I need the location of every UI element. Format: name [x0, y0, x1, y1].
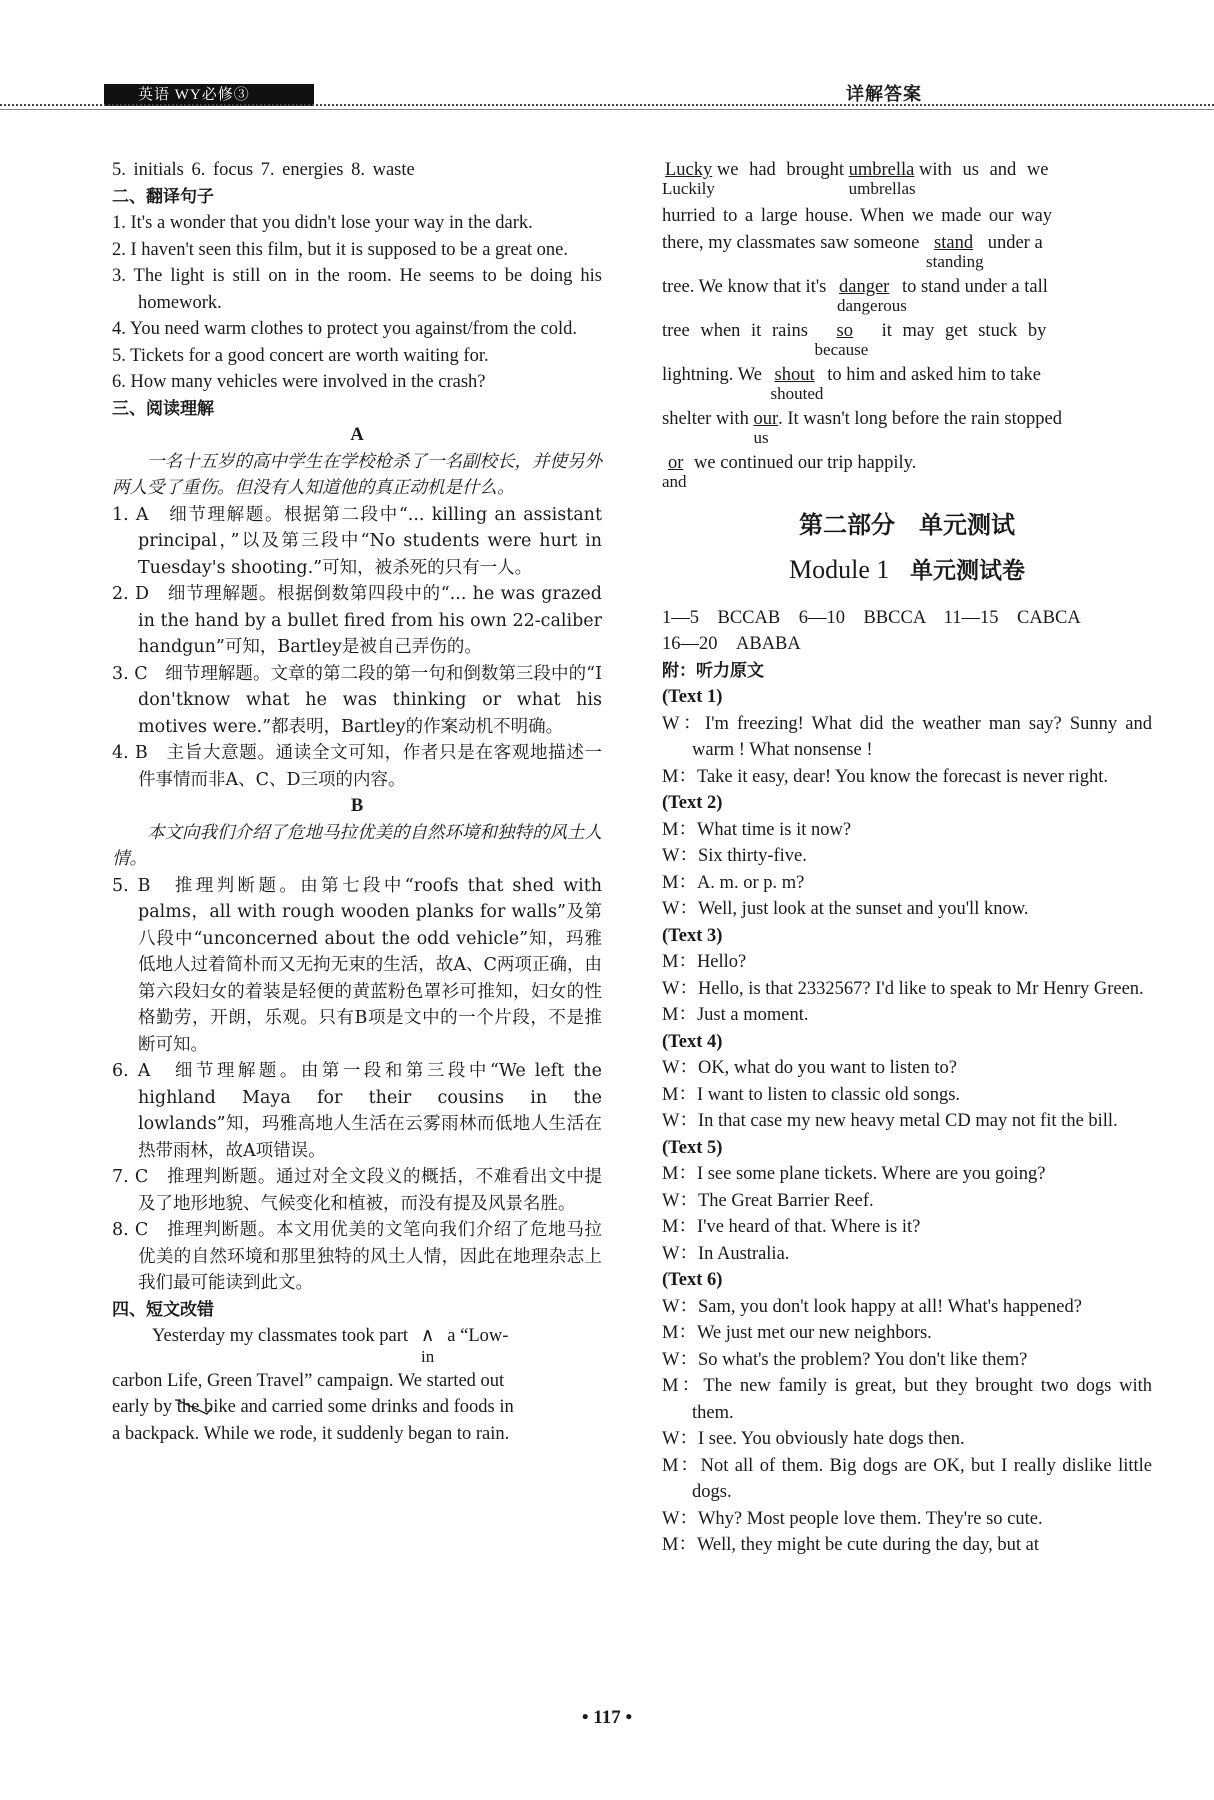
- correction-text: early by: [112, 1397, 173, 1417]
- correction-fix: because: [814, 339, 869, 359]
- right-column: [662, 157, 1152, 1559]
- section-translation-title: 二、翻译句子: [112, 186, 214, 207]
- correction-text: to stand under a tall: [901, 276, 1048, 297]
- answer-key-line: 16—20 ABABA: [662, 634, 801, 654]
- correction-text: we had brought: [716, 160, 844, 180]
- correction-word: [662, 450, 687, 491]
- dialogue-line: W：I'm freezing! What did the weather man say? Sunny and warm ! What nonsense !: [662, 713, 1152, 760]
- correction-text: we continued our trip happily.: [694, 452, 917, 473]
- dialogue-line: M：We just met our new neighbors.: [662, 1323, 932, 1343]
- dialogue-line: M：What time is it now?: [662, 819, 852, 840]
- section-correction-title: 四、短文改错: [112, 1299, 214, 1320]
- passage-a-label: A: [350, 425, 364, 445]
- answer-item: 7. C 推理判断题。通过对全文段义的概括，不难看出文中提及了地形地貌、气候变化和植被，而没有提及风景名胜。: [112, 1167, 602, 1214]
- correction-fix: umbrellas: [848, 179, 916, 198]
- translation-item: 5. Tickets for a good concert are worth waiting for.: [112, 345, 489, 366]
- correction-fix: standing: [926, 251, 984, 271]
- deleted-word: the: [176, 1397, 200, 1417]
- delete-mark-icon: [173, 1396, 213, 1418]
- correction-fix: and: [662, 471, 687, 491]
- wrong-word: or: [668, 452, 684, 473]
- text-label: (Text 2): [662, 793, 723, 813]
- dialogue-line: W：Hello, is that 2332567? I'd like to speak to Mr Henry Green.: [662, 978, 1144, 999]
- dialogue-line: W：I see. You obviously hate dogs then.: [662, 1429, 965, 1449]
- correction-text: it may get stuck by: [881, 320, 1047, 341]
- dialogue-line: W：Sam, you don't look happy at all! What's happened?: [662, 1296, 1082, 1317]
- correction-line: [112, 1394, 602, 1421]
- correction-passage-left: [112, 1323, 602, 1447]
- translation-item: 1. It's a wonder that you didn't lose your way in the dark.: [112, 213, 533, 233]
- correction-word: [662, 157, 715, 198]
- dialogue-line: M：I see some plane tickets. Where are you going?: [662, 1164, 1046, 1184]
- page-number: • 117 •: [581, 1707, 633, 1728]
- dialogue-line: M：Hello?: [662, 952, 747, 972]
- header-divider: [0, 104, 1214, 106]
- correction-delete: [177, 1394, 200, 1421]
- wrong-word: our: [753, 408, 779, 429]
- module-title-cn: 单元测试卷: [909, 557, 1025, 584]
- correction-word: [753, 406, 779, 447]
- correction-line: [662, 230, 1152, 274]
- dialogue-line: W：The Great Barrier Reef.: [662, 1190, 874, 1211]
- wrong-word: stand: [934, 232, 974, 253]
- correction-word: [837, 274, 907, 315]
- wrong-word: danger: [839, 276, 890, 297]
- dialogue-line: M：I've heard of that. Where is it?: [662, 1217, 921, 1237]
- vocab-answers: 5. initials 6. focus 7. energies 8. waste: [112, 160, 415, 180]
- dialogue-line: W：Six thirty-five.: [662, 846, 807, 866]
- answer-item: 5. B 推理判断题。由第七段中“roofs that shed with palms，all with rough wooden planks for walls”及第八段中“unconcerned about the odd vehicle”知，玛雅低地人过着简朴而又无拘无束的生活，故A、C两项正确，由第六段妇女的着装是轻便的黄蓝粉色罩衫可推知，妇女的性格勤劳，开朗，乐观。只有B项是文中的一个片段，不是推断可知。: [112, 875, 602, 1055]
- translation-item: 6. How many vehicles were involved in the crash?: [112, 372, 486, 392]
- caret-mark: ∧: [420, 1326, 435, 1346]
- passage-b-summary: 本文向我们介绍了危地马拉优美的自然环境和独特的风土人情。: [112, 822, 602, 869]
- correction-text: to him and asked him to take: [827, 364, 1042, 385]
- text-label: (Text 5): [662, 1137, 723, 1158]
- translation-item: 3. The light is still on in the room. He seems to be doing his homework.: [112, 266, 602, 313]
- answer-item: 4. B 主旨大意题。通读全文可知，作者只是在客观地描述一件事情而非A、C、D三项的内容。: [112, 743, 602, 790]
- correction-text: lightning. We: [662, 364, 762, 385]
- appendix-title: 附：听力原文: [662, 660, 764, 681]
- correction-line: a backpack. While we rode, it suddenly began to rain.: [112, 1423, 510, 1444]
- wrong-word: so: [836, 320, 853, 341]
- correction-passage-right: [662, 157, 1152, 494]
- correction-fix: dangerous: [837, 295, 907, 315]
- correction-line: [662, 157, 1152, 203]
- part-title: 第二部分 单元测试: [799, 510, 1015, 539]
- correction-text: Yesterday my classmates took part: [152, 1326, 409, 1346]
- passage-b-label: B: [350, 796, 364, 816]
- correction-line: [662, 362, 1152, 406]
- dialogue-line: M：The new family is great, but they brought two dogs with them.: [662, 1376, 1152, 1423]
- passage-a-summary: 一名十五岁的高中学生在学校枪杀了一名副校长，并使另外两人受了重伤。但没有人知道他的真正动机是什么。: [112, 451, 602, 498]
- correction-line: [112, 1323, 602, 1366]
- answer-item: 2. D 细节理解题。根据倒数第四段中的“... he was grazed in the hand by a bullet fired from his own 22-caliber handgun”可知，Bartley是被自己弄伤的。: [112, 584, 602, 657]
- correction-text: with us and we: [919, 160, 1049, 180]
- dialogue-line: M：Not all of them. Big dogs are OK, but I really dislike little dogs.: [662, 1455, 1152, 1502]
- correction-text: there, my classmates saw someone: [662, 232, 920, 253]
- correction-word: [926, 230, 984, 271]
- left-column: [112, 157, 602, 1447]
- correction-text: tree. We know that it's: [662, 276, 827, 297]
- correction-text: a “Low-: [447, 1326, 509, 1346]
- dialogue-line: W：In that case my new heavy metal CD may not fit the bill.: [662, 1111, 1118, 1131]
- correction-word: [770, 362, 824, 403]
- module-title: [662, 550, 1152, 591]
- correction-fix: Luckily: [662, 179, 715, 198]
- translation-item: 2. I haven't seen this film, but it is supposed to be a great one.: [112, 239, 568, 260]
- correction-text: under a: [987, 232, 1043, 253]
- correction-line: carbon Life, Green Travel” campaign. We started out: [112, 1370, 505, 1391]
- wrong-word: shout: [774, 364, 815, 385]
- correction-insert: [413, 1323, 443, 1366]
- answer-item: 6. A 细节理解题。由第一段和第三段中“We left the highland Maya for their cousins in the lowlands”知，玛雅高地人生活在云雾雨林而低地人生活在热带雨林，故A项错误。: [112, 1061, 602, 1161]
- answer-item: 1. A 细节理解题。根据第二段中“... killing an assistant principal，”以及第三段中“No students were hurt in Tuesday's shooting.”可知，被杀死的只有一人。: [112, 504, 602, 578]
- dialogue-line: W：Why? Most people love them. They're so cute.: [662, 1508, 1043, 1529]
- correction-fix: shouted: [770, 383, 824, 403]
- header-divider-thin: [0, 109, 1214, 110]
- dialogue-line: W：OK, what do you want to listen to?: [662, 1058, 957, 1078]
- header-title: 详解答案: [846, 84, 922, 105]
- text-label: (Text 4): [662, 1031, 723, 1052]
- wrong-word: umbrella: [848, 160, 915, 180]
- text-label: (Text 6): [662, 1270, 723, 1290]
- section-reading-title: 三、阅读理解: [112, 398, 214, 419]
- correction-line: [662, 406, 1152, 450]
- text-label: (Text 3): [662, 925, 723, 946]
- dialogue-line: M：A. m. or p. m?: [662, 872, 805, 893]
- translation-item: 4. You need warm clothes to protect you against/from the cold.: [112, 319, 577, 339]
- correction-word: [848, 157, 916, 198]
- answer-key-line: 1—5 BCCAB 6—10 BBCCA 11—15 CABCA: [662, 607, 1081, 628]
- dialogue-line: M：Well, they might be cute during the day, but at: [662, 1535, 1039, 1555]
- correction-text: . It wasn't long before the rain stopped: [778, 408, 1062, 429]
- correction-line: [662, 274, 1152, 318]
- header-tag: 英语 WY必修③: [104, 84, 314, 106]
- correction-word: [814, 318, 869, 359]
- correction-line: hurried to a large house. When we made our way: [662, 206, 1053, 226]
- correction-text: bike and carried some drinks and foods in: [203, 1397, 514, 1417]
- dialogue-line: M：Take it easy, dear! You know the forecast is never right.: [662, 766, 1109, 787]
- correction-fix: us: [753, 427, 769, 447]
- correction-text: tree when it rains: [662, 320, 808, 341]
- dialogue-line: W：So what's the problem? You don't like them?: [662, 1349, 1028, 1370]
- dialogue-line: M：I want to listen to classic old songs.: [662, 1084, 961, 1105]
- wrong-word: Lucky: [665, 160, 713, 180]
- correction-fix: in: [421, 1347, 435, 1366]
- text-label: (Text 1): [662, 687, 723, 707]
- correction-text: shelter with: [662, 408, 749, 429]
- dialogue-line: M：Just a moment.: [662, 1005, 809, 1025]
- dialogue-line: W：Well, just look at the sunset and you'll know.: [662, 899, 1029, 919]
- dialogue-line: W：In Australia.: [662, 1243, 790, 1264]
- translation-list: [112, 210, 602, 396]
- answer-item: 8. C 推理判断题。本文用优美的文笔向我们介绍了危地马拉优美的自然环境和那里独特的风土人情，因此在地理杂志上我们最可能读到此文。: [112, 1220, 602, 1293]
- correction-line: [662, 450, 1152, 494]
- listening-transcripts: [662, 684, 1152, 1559]
- answer-item: 3. C 细节理解题。文章的第二段的第一句和倒数第三段中的“I don'tknow what he was thinking or what his motives were.”都表明，Bartley的作案动机不明确。: [112, 663, 602, 737]
- correction-line: [662, 318, 1152, 362]
- module-title-en: Module 1: [789, 554, 890, 584]
